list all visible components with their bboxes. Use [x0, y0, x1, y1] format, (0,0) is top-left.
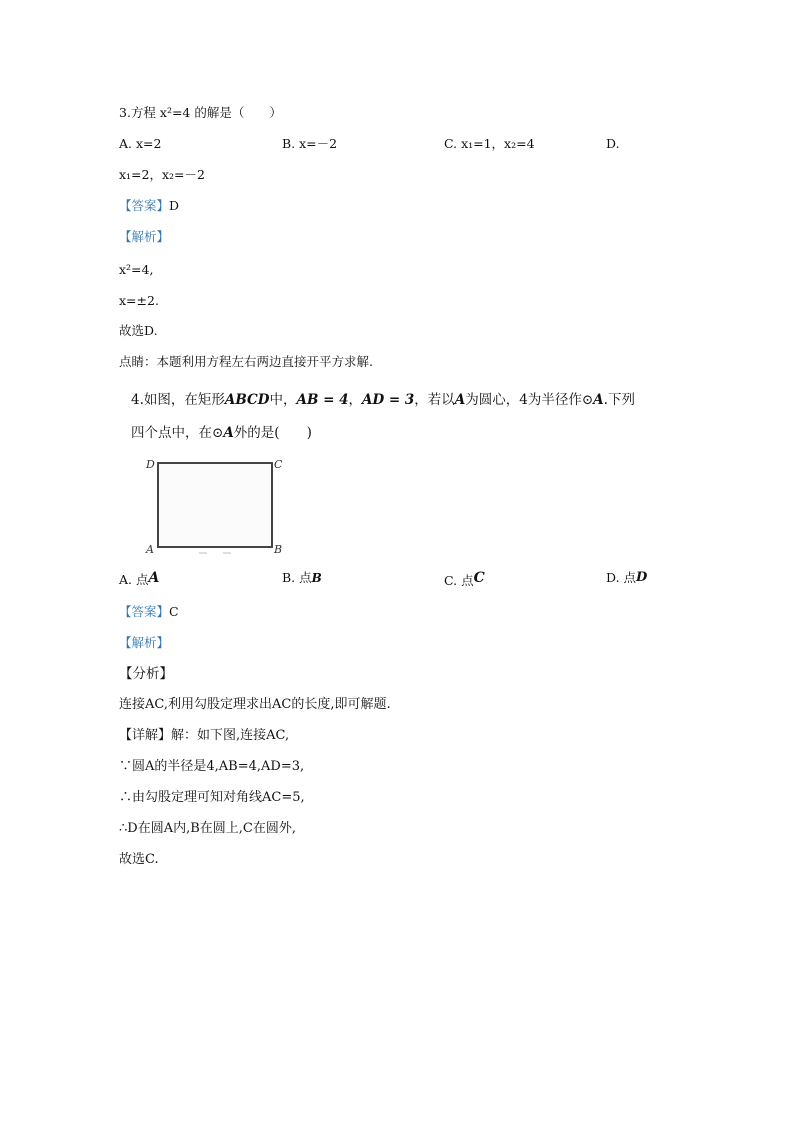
- q4-stem-text: .下列: [603, 392, 635, 408]
- q4-fenxi-tag: 【分析】: [119, 666, 173, 682]
- q3-step-1: x²=4,: [119, 262, 154, 277]
- q4-stem-text: 为圆心，4为半径作⊙: [465, 392, 594, 408]
- option-text: C. 点: [444, 573, 474, 588]
- label-a: A: [146, 543, 154, 556]
- q4-option-b: [282, 570, 322, 586]
- q4-therefore-2: ∴D在圆A内,B在圆上,C在圆外,: [119, 821, 296, 836]
- q4-var-a: A: [454, 392, 466, 408]
- q3-option-d-value: x₁=2，x₂=－2: [119, 167, 205, 182]
- q4-var-a: A: [223, 425, 234, 441]
- q4-stem-line-1: [131, 392, 635, 408]
- detail-tag: 【详解】: [119, 728, 172, 743]
- q4-eq-ad: AD = 3: [361, 392, 415, 408]
- q4-because: ∵圆A的半径是4,AB=4,AD=3,: [119, 759, 305, 774]
- q3-step-2: x=±2.: [119, 293, 159, 308]
- rectangle-abcd: [158, 463, 272, 547]
- label-b: B: [274, 543, 283, 556]
- q3-option-a: A. x=2: [119, 136, 162, 151]
- option-text: B. 点: [282, 570, 312, 585]
- q4-eq-ab: AB = 4: [296, 392, 349, 408]
- q3-option-c: C. x₁=1，x₂=4: [444, 136, 535, 151]
- rectangle-figure: [143, 452, 293, 556]
- q4-fenxi-text: 连接AC,利用勾股定理求出AC的长度,即可解题.: [119, 697, 391, 712]
- q4-analysis-tag: 【解析】: [119, 635, 170, 650]
- answer-value: D: [169, 198, 180, 213]
- q3-option-d-label: D.: [606, 136, 620, 151]
- q3-stem: 3.方程 x²=4 的解是（ ）: [119, 105, 282, 120]
- option-text: A. 点: [119, 572, 149, 587]
- label-d: D: [146, 458, 155, 471]
- q3-answer: [119, 198, 179, 214]
- answer-tag: 【答案】: [119, 198, 170, 213]
- q3-conclusion: 故选D.: [119, 323, 158, 338]
- q4-option-d: [606, 570, 647, 586]
- q3-analysis-tag: 【解析】: [119, 229, 170, 244]
- q4-stem-text: 外的是( ): [233, 425, 312, 441]
- answer-value: C: [169, 604, 179, 619]
- detail-text: 解：如下图,连接AC,: [171, 728, 290, 743]
- q4-therefore-1: ∴由勾股定理可知对角线AC=5,: [119, 790, 305, 805]
- q3-option-b: B. x=－2: [282, 136, 338, 151]
- option-var: B: [311, 571, 322, 585]
- q3-note: 点睛：本题利用方程左右两边直接开平方求解.: [119, 354, 373, 369]
- q4-stem-text: 四个点中，在⊙: [131, 425, 224, 441]
- q4-stem-text: 中，: [269, 392, 297, 408]
- option-var: A: [148, 570, 160, 586]
- q4-stem-text: ，若以: [414, 392, 455, 408]
- q4-stem-text: ，: [348, 392, 362, 408]
- option-var: C: [473, 570, 485, 586]
- q4-stem-text: 4.如图，在矩形: [131, 392, 225, 408]
- q4-answer: [119, 604, 179, 620]
- option-var: D: [636, 570, 648, 585]
- q4-stem-line-2: [131, 425, 312, 441]
- option-text: D. 点: [606, 570, 637, 585]
- q4-conclusion: 故选C.: [119, 852, 159, 867]
- q4-var-abcd: ABCD: [224, 392, 270, 408]
- q4-detail: [119, 728, 289, 744]
- q4-option-a: [119, 570, 159, 588]
- q4-var-a: A: [593, 392, 604, 408]
- answer-tag: 【答案】: [119, 604, 170, 619]
- label-c: C: [274, 458, 283, 471]
- q4-option-c: [444, 570, 485, 589]
